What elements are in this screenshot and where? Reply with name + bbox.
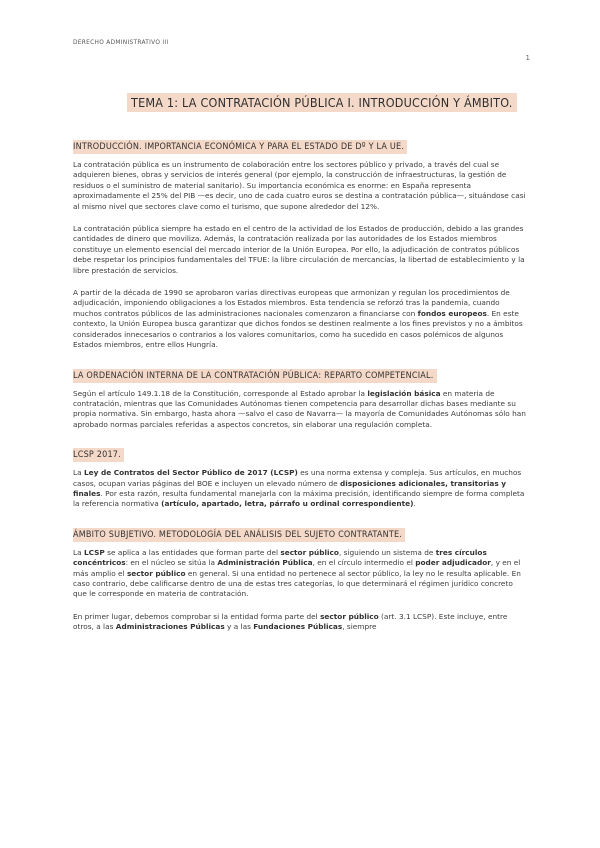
text-run: (art. 3.1 LCSP). Este incluye, entre otros, a las — [73, 611, 508, 632]
bold-text: poder adjudicador — [415, 558, 491, 568]
bold-text: sector público — [126, 568, 186, 578]
text-run: : en el núcleo se sitúa la — [125, 558, 218, 568]
bold-text: (artículo, apartado, letra, párrafo u ordinal correspondiente) — [161, 499, 414, 509]
text-run: La contratación pública es un instrumento de colaboración entre los sectores público y privado, a través del cual se adquieren bienes, obras y servicios de interés general (por ejemplo, la construcción de infraestructuras, la gestión de residuos o el suministro de material sanitario). Su importancia económica es enorme: en España representa aproximadamente el 25% del PIB —es decir, uno de cada cuatro euros se destina a contratación pública—, situándose casi al mismo nivel que sectores clave como el turismo, que supone alrededor del 12%. — [73, 160, 526, 211]
bold-text: legislación básica — [367, 388, 441, 398]
text-run: En primer lugar, debemos comprobar si la entidad forma parte del — [73, 611, 321, 621]
bold-text: Administraciones Públicas — [115, 622, 225, 632]
section-heading: LCSP 2017. — [73, 448, 124, 462]
bold-text: Fundaciones Públicas — [253, 622, 343, 632]
text-run: y a las — [224, 622, 254, 632]
paragraph — [73, 389, 528, 431]
section — [73, 522, 528, 633]
paragraph — [73, 224, 528, 276]
text-run: La — [73, 468, 84, 478]
page-number: 1 — [525, 54, 530, 62]
bold-text: Administración Pública — [217, 558, 313, 568]
bold-text: LCSP — [83, 547, 105, 557]
text-run: . Por esta razón, resulta fundamental manejarla con la máxima precisión, identificando siempre de forma completa la referencia normativa — [73, 488, 525, 509]
bold-text: disposiciones adicionales, transitorias y finales — [73, 478, 507, 498]
paragraph — [73, 548, 528, 600]
bold-text: sector público — [280, 547, 339, 557]
paragraph — [73, 160, 528, 212]
text-run: , siempre — [342, 622, 377, 632]
title-wrap — [73, 92, 528, 134]
text-run: , y en el más amplio el — [73, 558, 521, 578]
text-run: en materia de contratación, mientras que las Comunidades Autónomas tienen competencia para desarrollar dichas bases mediante su propia normativa. Sin embargo, hasta ahora —salvo el caso de Navarra— la mayoría de Comunidades Autónomas sólo han aprobado normas parciales referidas a aspectos concretos, sin elaborar una regulación completa. — [73, 388, 526, 429]
bold-text: fondos europeos — [417, 308, 487, 318]
paragraph — [73, 612, 528, 633]
text-run: Según el artículo 149.1.18 de la Constitución, corresponde al Estado aprobar la — [73, 388, 368, 398]
bold-text: Ley de Contratos del Sector Público de 2017 (LCSP) — [83, 468, 298, 478]
section-heading: LA ORDENACIÓN INTERNA DE LA CONTRATACIÓN PÚBLICA: REPARTO COMPETENCIAL. — [73, 369, 437, 383]
text-run: La contratación pública siempre ha estado en el centro de la actividad de los Estados de producción, debido a las grandes cantidades de dinero que moviliza. Además, la contratación realizada por las autoridades de los Estados miembros constituye un elemento esencial del mercado interior de la Unión Europea. Por ello, la adjudicación de contratos públicos debe respetar los principios fundamentales del TFUE: la libre circulación de mercancías, la libertad de establecimiento y la libre prestación de servicios. — [73, 224, 525, 275]
text-run: es una norma extensa y compleja. Sus artículos, en muchos casos, ocupan varias páginas del BOE e incluyen un elevado número de — [73, 468, 522, 488]
section — [73, 134, 528, 351]
section — [73, 442, 528, 510]
sections-container — [73, 134, 528, 633]
paragraph — [73, 288, 528, 350]
bold-text: tres círculos concéntricos — [73, 547, 487, 568]
text-run: , siguiendo un sistema de — [338, 547, 436, 557]
text-run: A partir de la década de 1990 se aprobaron varias directivas europeas que armonizan y regulan los procedimientos de adjudicación, imponiendo obligaciones a los Estados miembros. Esta tendencia se reforzó tras la pandemia, cuando muchos contratos públicos de las administraciones nacionales comenzaron a financiarse con — [73, 288, 510, 318]
text-run: se aplica a las entidades que forman parte del — [104, 547, 281, 557]
text-run: . — [413, 499, 416, 509]
page-title: TEMA 1: LA CONTRATACIÓN PÚBLICA I. INTRODUCCIÓN Y ÁMBITO. — [127, 93, 517, 112]
text-run: en general. Si una entidad no pertenece al sector público, la ley no le resulta aplicable. En caso contrario, debe calificarse dentro de una de estas tres categorías, lo que determinará el régimen jurídico concreto que le corresponde en materia de contratación. — [73, 568, 521, 599]
paragraph — [73, 468, 528, 510]
text-run: , en el círculo intermedio el — [312, 558, 416, 568]
bold-text: sector público — [320, 611, 379, 621]
text-run: La — [73, 547, 84, 557]
section — [73, 363, 528, 431]
section-heading: ÁMBITO SUBJETIVO. METODOLOGÍA DEL ANÁLISIS DEL SUJETO CONTRATANTE. — [73, 528, 405, 542]
text-run: . En este contexto, la Unión Europea busca garantizar que dichos fondos se destinen realmente a los fines previstos y no a ámbitos considerados innecesarios o contrarios a los valores comunitarios, como ha sucedido en casos polémicos de algunos Estados miembros, entre ellos Hungría. — [73, 308, 523, 350]
section-heading: INTRODUCCIÓN. IMPORTANCIA ECONÓMICA Y PARA EL ESTADO DE Dº Y LA UE. — [73, 140, 407, 154]
document-body — [73, 92, 528, 645]
subject-header: DERECHO ADMINISTRATIVO III — [73, 38, 169, 46]
